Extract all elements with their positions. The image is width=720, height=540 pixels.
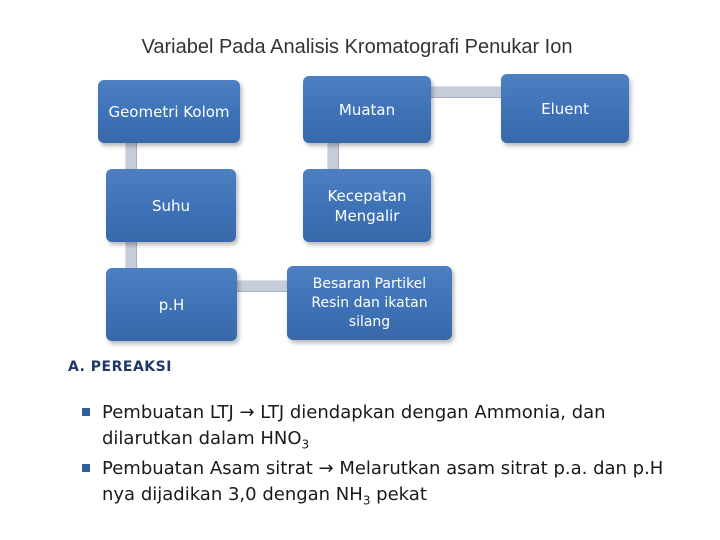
box-label: p.H bbox=[158, 295, 185, 314]
box-eluent bbox=[501, 74, 629, 143]
bullet-item bbox=[80, 456, 700, 508]
box-label: Kecepatan Mengalir bbox=[327, 186, 407, 225]
square-bullet-icon bbox=[82, 464, 90, 472]
box-label: Suhu bbox=[151, 196, 191, 215]
box-label: Muatan bbox=[338, 100, 396, 119]
box-besaran-partikel bbox=[287, 266, 452, 340]
connector-ph-besaran bbox=[237, 280, 287, 292]
connector-geometri-suhu bbox=[125, 143, 137, 169]
box-ph bbox=[106, 268, 237, 341]
box-suhu bbox=[106, 169, 236, 242]
slide-title: Variabel Pada Analisis Kromatografi Penukar Ion bbox=[141, 36, 573, 58]
bullet-text: Pembuatan LTJ → LTJ diendapkan dengan Ammonia, dan dilarutkan dalam HNO bbox=[102, 402, 606, 449]
subscript: 3 bbox=[362, 493, 371, 508]
subscript: 3 bbox=[301, 437, 310, 452]
bullet-text: Pembuatan Asam sitrat → Melarutkan asam sitrat p.a. dan p.H nya dijadikan 3,0 dengan NH bbox=[102, 458, 664, 505]
bullet-item bbox=[80, 400, 700, 452]
box-kecepatan-mengalir bbox=[303, 169, 431, 242]
box-label: Besaran Partikel Resin dan ikatan silang bbox=[311, 275, 428, 330]
box-label: Geometri Kolom bbox=[108, 102, 230, 121]
connector-suhu-ph bbox=[125, 242, 137, 268]
bullet-text-after: pekat bbox=[370, 484, 427, 505]
section-heading: A. PEREAKSI bbox=[68, 359, 172, 375]
box-geometri-kolom bbox=[98, 80, 240, 143]
connector-muatan-kecepatan bbox=[327, 143, 339, 169]
connector-muatan-eluent bbox=[431, 86, 501, 98]
square-bullet-icon bbox=[82, 408, 90, 416]
box-label: Eluent bbox=[541, 99, 589, 118]
bullet-list bbox=[80, 400, 700, 512]
box-muatan bbox=[303, 76, 431, 143]
